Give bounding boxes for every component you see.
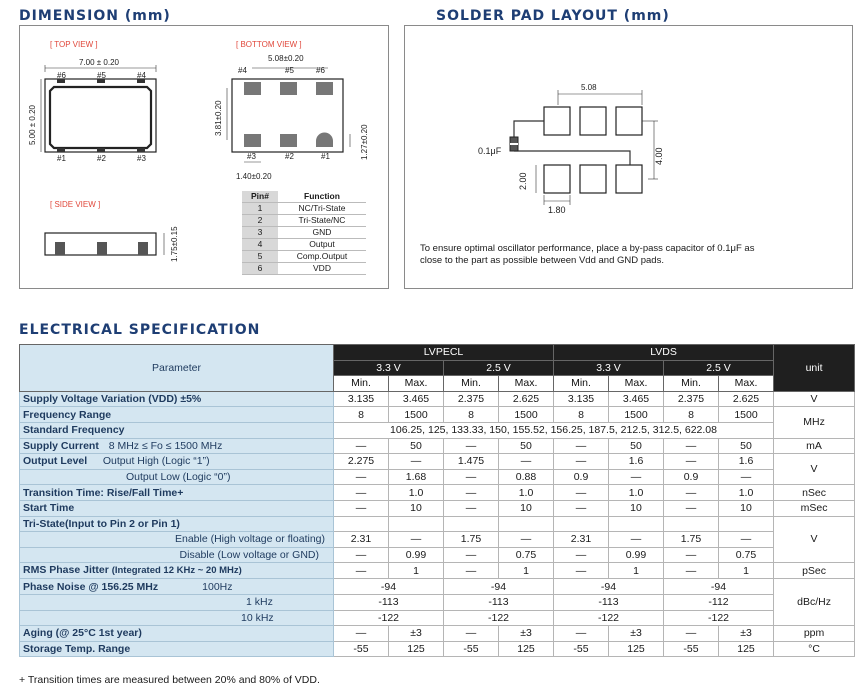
cell: -122 [444,610,554,626]
cell: — [664,438,719,454]
bottom-pad-height-dim: 1.27±0.20 [360,124,369,160]
table-row [20,626,855,642]
pin-number: 4 [242,239,278,251]
cell: -94 [444,579,554,595]
voltage-header: 3.3 V [334,360,444,376]
max-header: Max. [609,376,664,392]
table-row [20,610,855,626]
cell: — [499,532,554,548]
cell [664,516,719,532]
cell: -122 [334,610,444,626]
cell: 1 [719,563,774,579]
cell: — [664,485,719,501]
side-height-dim: 1.75±0.15 [170,226,179,262]
top-width-dim: 7.00 ± 0.20 [79,58,119,67]
cell: -55 [444,641,499,657]
parameter-header: Parameter [20,345,334,392]
cell: — [554,547,609,563]
cell: 3.135 [554,391,609,407]
max-header: Max. [499,376,554,392]
max-header: Max. [389,376,444,392]
table-row [20,579,855,595]
cell: 0.88 [499,469,554,485]
pin-function: VDD [278,263,366,275]
cell [499,516,554,532]
dimension-title: DIMENSION (mm) [19,8,171,24]
cell: 2.625 [719,391,774,407]
supply-voltage-label: Supply Voltage Variation (VDD) ±5% [20,391,334,407]
unit-cell: V [774,454,855,485]
cell: 1.0 [609,485,664,501]
solder-pitch-dim: 5.08 [581,83,597,92]
cell: — [554,485,609,501]
solder-title: SOLDER PAD LAYOUT (mm) [436,8,670,24]
cell: ±3 [719,626,774,642]
cell: -112 [664,594,774,610]
cell: — [334,469,389,485]
cell: 10 [389,500,444,516]
top-view-label: [ TOP VIEW ] [50,40,98,49]
unit-cell: V [774,516,855,563]
cell: — [664,626,719,642]
cell [719,516,774,532]
output-high-label: Output High (Logic “1”) [102,455,210,468]
tristate-enable-label: Enable (High voltage or floating) [20,532,334,548]
table-row [20,547,855,563]
cell: 125 [609,641,664,657]
cell: — [719,532,774,548]
table-row [20,563,855,579]
cell: 8 [664,407,719,423]
phase-noise-offset: 100Hz [202,580,233,593]
max-header: Max. [719,376,774,392]
cell: -94 [554,579,664,595]
voltage-header: 2.5 V [664,360,774,376]
cell: — [444,563,499,579]
cell: 0.99 [389,547,444,563]
cell: 1.6 [719,454,774,470]
min-header: Min. [334,376,389,392]
cell: — [609,532,664,548]
table-row [20,391,855,407]
unit-cell: pSec [774,563,855,579]
pin-function: Tri-State/NC [278,215,366,227]
solder-height-dim: 4.00 [654,147,664,165]
table-row [20,594,855,610]
start-time-label: Start Time [20,500,334,516]
cell: — [664,563,719,579]
top-pin-3: #3 [137,154,146,163]
min-header: Min. [664,376,719,392]
cell: 1500 [719,407,774,423]
cell: -113 [334,594,444,610]
phase-noise-offset-row: 10 kHz [20,610,334,626]
cell [444,516,499,532]
cell: 0.99 [609,547,664,563]
cell: 0.9 [554,469,609,485]
cell: — [334,547,389,563]
bottom-pin-1: #1 [321,152,330,161]
table-row [20,469,855,485]
cell: 1.75 [444,532,499,548]
cell: — [444,485,499,501]
cell: 1 [499,563,554,579]
table-row [20,485,855,501]
cell: ±3 [389,626,444,642]
cell: 50 [719,438,774,454]
cell: 125 [389,641,444,657]
pin-number: 1 [242,203,278,215]
phase-noise-offset-row: 1 kHz [20,594,334,610]
cell: — [719,469,774,485]
cell: -113 [554,594,664,610]
frequency-range-label: Frequency Range [20,407,334,423]
pin-function: Output [278,239,366,251]
cell: 125 [499,641,554,657]
cell: 2.275 [334,454,389,470]
cell: 8 [334,407,389,423]
table-row [20,407,855,423]
table-row [20,438,855,454]
pin-function: NC/Tri-State [278,203,366,215]
pin-number: 5 [242,251,278,263]
cell: 1.6 [609,454,664,470]
unit-cell: °C [774,641,855,657]
spec-title: ELECTRICAL SPECIFICATION [19,322,261,338]
table-row [20,422,855,438]
cell: -94 [334,579,444,595]
cell [609,516,664,532]
table-row [20,500,855,516]
output-level-label: Output Level Output High (Logic “1”) [20,454,334,470]
cell: 1.75 [664,532,719,548]
top-height-dim: 5.00 ± 0.20 [28,105,37,145]
bottom-view-label: [ BOTTOM VIEW ] [236,40,302,49]
cell: 0.9 [664,469,719,485]
cell: — [499,454,554,470]
capacitor-label: 0.1μF [478,146,502,156]
supply-current-condition: 8 MHz ≤ Fo ≤ 1500 MHz [108,439,223,452]
top-pin-4: #4 [137,71,146,80]
cell: -94 [664,579,774,595]
top-pin-5: #5 [97,71,106,80]
cell: — [444,469,499,485]
cell: — [334,485,389,501]
cell: -122 [554,610,664,626]
unit-header: unit [774,345,855,392]
storage-temp-label: Storage Temp. Range [20,641,334,657]
top-pin-2: #2 [97,154,106,163]
unit-cell: ppm [774,626,855,642]
cell: — [444,438,499,454]
rms-jitter-condition: (Integrated 12 KHz ~ 20 MHz) [111,565,242,577]
bottom-pin-2: #2 [285,152,294,161]
side-view-label: [ SIDE VIEW ] [50,200,101,209]
bottom-pin-4: #4 [238,66,247,75]
table-row [20,454,855,470]
pin-header: Pin# [242,191,278,203]
cell: 50 [389,438,444,454]
cell: 1.68 [389,469,444,485]
tristate-disable-label: Disable (Low voltage or GND) [20,547,334,563]
bypass-note: To ensure optimal oscillator performance, place a by-pass capacitor of 0.1μF as close to the part as possible between Vdd and GND pads. [420,243,755,266]
cell: — [389,454,444,470]
cell [389,516,444,532]
unit-cell: V [774,391,855,407]
bottom-pin-3: #3 [247,152,256,161]
cell: 1.0 [499,485,554,501]
cell: 50 [499,438,554,454]
aging-label: Aging (@ 25°C 1st year) [20,626,334,642]
bottom-pitch-dim: 5.08±0.20 [268,54,304,63]
cell: — [444,547,499,563]
cell: 8 [554,407,609,423]
cell: ±3 [609,626,664,642]
cell: — [444,500,499,516]
cell: 1500 [499,407,554,423]
cell: 10 [719,500,774,516]
min-header: Min. [444,376,499,392]
group-lvds: LVDS [554,345,774,361]
footnote: + Transition times are measured between 20% and 80% of VDD. [19,674,320,686]
cell: 2.375 [664,391,719,407]
voltage-header: 2.5 V [444,360,554,376]
cell: — [554,563,609,579]
cell: 1500 [389,407,444,423]
cell: — [334,438,389,454]
rms-jitter-label: RMS Phase Jitter (Integrated 12 KHz ~ 20 MHz) [20,563,334,579]
unit-cell: dBc/Hz [774,579,855,626]
bottom-pin-5: #5 [285,66,294,75]
solder-pad-height-dim: 2.00 [518,172,528,190]
cell: — [554,454,609,470]
cell: 2.625 [499,391,554,407]
solder-pad-drawing [404,25,851,225]
output-low-label: Output Low (Logic “0”) [20,469,334,485]
unit-cell: mSec [774,500,855,516]
unit-cell: nSec [774,485,855,501]
pin-number: 2 [242,215,278,227]
top-pin-1: #1 [57,154,66,163]
unit-cell: mA [774,438,855,454]
cell: -55 [554,641,609,657]
cell: 3.135 [334,391,389,407]
cell: 125 [719,641,774,657]
cell: -55 [334,641,389,657]
table-row [20,516,855,532]
cell: 2.31 [334,532,389,548]
cell: — [554,438,609,454]
table-row [20,641,855,657]
cell: — [554,626,609,642]
bottom-pad-width-dim: 1.40±0.20 [236,172,272,181]
cell: — [609,469,664,485]
solder-pad-width-dim: 1.80 [548,205,566,215]
pin-number: 6 [242,263,278,275]
pin-number: 3 [242,227,278,239]
min-header: Min. [554,376,609,392]
transition-time-label: Transition Time: Rise/Fall Time+ [20,485,334,501]
top-pin-6: #6 [57,71,66,80]
cell: — [444,626,499,642]
bottom-pin-6: #6 [316,66,325,75]
tristate-label: Tri-State(Input to Pin 2 or Pin 1) [20,516,334,532]
pin-function: GND [278,227,366,239]
standard-frequency-values: 106.25, 125, 133.33, 150, 155.52, 156.25, 187.5, 212.5, 312.5, 622.08 [334,422,774,438]
table-row [20,532,855,548]
function-header: Function [278,191,366,203]
cell: — [334,500,389,516]
cell: 3.465 [389,391,444,407]
standard-frequency-label: Standard Frequency [20,422,334,438]
unit-cell: MHz [774,407,855,438]
cell: 1500 [609,407,664,423]
cell: 1.475 [444,454,499,470]
cell: — [554,500,609,516]
cell: — [389,532,444,548]
cell: 1 [609,563,664,579]
cell: 0.75 [719,547,774,563]
cell: — [334,626,389,642]
cell: 2.31 [554,532,609,548]
cell: 10 [609,500,664,516]
cell: — [664,454,719,470]
bottom-height-dim: 3.81±0.20 [214,100,223,136]
electrical-spec-table [19,344,855,657]
cell: -122 [664,610,774,626]
cell: 3.465 [609,391,664,407]
cell: 0.75 [499,547,554,563]
cell: ±3 [499,626,554,642]
cell: — [334,563,389,579]
voltage-header: 3.3 V [554,360,664,376]
cell: 1 [389,563,444,579]
cell [334,516,389,532]
phase-noise-label: Phase Noise @ 156.25 MHz 100Hz [20,579,334,595]
cell: — [664,547,719,563]
cell: 10 [499,500,554,516]
supply-current-label: Supply Current 8 MHz ≤ Fo ≤ 1500 MHz [20,438,334,454]
cell [554,516,609,532]
cell: 2.375 [444,391,499,407]
cell: 1.0 [719,485,774,501]
group-lvpecl: LVPECL [334,345,554,361]
cell: -55 [664,641,719,657]
cell: 1.0 [389,485,444,501]
cell: -113 [444,594,554,610]
pin-function-table [242,191,366,275]
cell: 50 [609,438,664,454]
cell: — [664,500,719,516]
pin-function: Comp.Output [278,251,366,263]
cell: 8 [444,407,499,423]
